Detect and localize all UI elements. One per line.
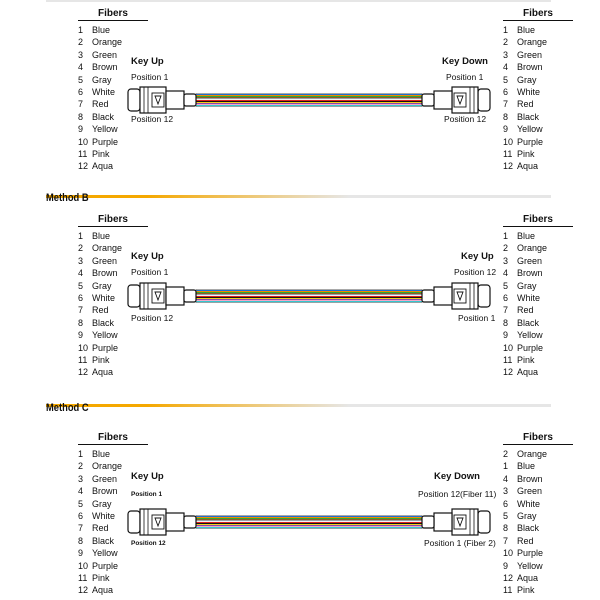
fiber-row (503, 74, 573, 86)
left-position-bottom: Position 12 (131, 114, 174, 124)
left-key-label: Key Up (131, 251, 164, 262)
fiber-number: 8 (78, 535, 84, 546)
fiber-color-name: Red (92, 305, 109, 316)
right-position-top: Position 12 (454, 267, 497, 277)
fiber-number: 6 (503, 293, 509, 304)
fiber-number: 5 (503, 280, 509, 291)
fiber-color-name: White (517, 293, 541, 304)
fiber-color-name: Brown (517, 268, 543, 279)
fiber-color-name: Blue (517, 231, 536, 241)
fiber-row (503, 498, 573, 510)
fiber-color-name: Green (517, 255, 543, 266)
right-position-bottom: Position 12 (444, 114, 487, 124)
fiber-color-name: Green (517, 49, 543, 60)
fiber-number: 7 (503, 535, 509, 546)
fiber-number: 4 (503, 62, 509, 73)
fiber-color-name: Orange (517, 449, 548, 459)
fiber-row (78, 584, 148, 596)
fiber-number: 4 (78, 486, 84, 497)
fiber-number: 7 (78, 523, 84, 534)
fibers-title: Fibers (503, 214, 573, 227)
fiber-row (78, 36, 148, 48)
fiber-number: 9 (78, 330, 84, 341)
fiber-row (503, 136, 573, 148)
fiber-color-name: Green (92, 473, 118, 484)
fiber-number: 8 (78, 111, 84, 122)
fiber-strand (196, 527, 422, 528)
fiber-number: 10 (78, 560, 89, 571)
fiber-color-name: Yellow (92, 330, 118, 341)
section-b (0, 214, 600, 384)
right-key-label: Key Down (442, 56, 488, 67)
fiber-number: 11 (503, 585, 513, 596)
fiber-row (503, 230, 573, 242)
fiber-color-name: Aqua (92, 367, 114, 378)
fiber-color-name: Blue (92, 449, 111, 459)
fiber-number: 12 (503, 161, 514, 172)
fiber-number: 10 (503, 342, 514, 353)
fiber-row (503, 148, 573, 160)
right-fiber-list (503, 8, 573, 173)
right-position-bottom: Position 1 (458, 313, 496, 323)
fiber-number: 1 (78, 449, 84, 459)
fiber-color-name: Blue (92, 231, 111, 241)
section-a (0, 8, 600, 183)
fiber-row (503, 547, 573, 559)
fiber-color-name: Black (517, 317, 540, 328)
fiber-color-name: Blue (92, 25, 111, 35)
fiber-color-name: Orange (517, 37, 548, 48)
fiber-color-name: Gray (92, 74, 112, 85)
right-key-label: Key Up (461, 251, 494, 262)
fiber-row (503, 510, 573, 522)
fiber-row (503, 522, 573, 534)
fiber-color-name: Brown (517, 62, 543, 73)
fiber-number: 3 (503, 255, 509, 266)
fiber-row (78, 123, 148, 135)
fiber-number: 11 (78, 355, 88, 366)
fiber-color-name: Aqua (92, 585, 114, 596)
fiber-number: 5 (78, 498, 84, 509)
fiber-color-name: Pink (517, 585, 535, 596)
left-position-top: Position 1 (131, 267, 169, 277)
fiber-color-name: Purple (92, 342, 119, 353)
fiber-number: 3 (78, 49, 84, 60)
right-fiber-list (503, 432, 573, 597)
fiber-row (78, 136, 148, 148)
fiber-number: 11 (503, 149, 513, 160)
fiber-row (78, 148, 148, 160)
fiber-strand (196, 301, 422, 302)
fiber-row (78, 366, 148, 378)
fiber-row (503, 560, 573, 572)
fiber-number: 9 (503, 560, 509, 571)
fiber-number: 3 (78, 255, 84, 266)
fiber-color-name: Purple (517, 136, 544, 147)
mpo-connector (128, 87, 196, 113)
fiber-row (503, 292, 573, 304)
left-position-bottom: Position 12 (131, 313, 174, 323)
right-position-top: Position 1 (446, 72, 484, 82)
fibers-title: Fibers (78, 432, 148, 445)
fiber-number: 5 (78, 280, 84, 291)
fiber-row (503, 280, 573, 292)
fiber-color-name: Yellow (92, 548, 118, 559)
fiber-number: 2 (503, 37, 509, 48)
fiber-number: 1 (78, 25, 84, 35)
fiber-number: 10 (78, 342, 89, 353)
fiber-color-name: Blue (517, 461, 536, 472)
fiber-color-name: Purple (92, 560, 119, 571)
top-rule (46, 0, 551, 2)
fiber-number: 6 (78, 511, 84, 522)
fiber-row (503, 304, 573, 316)
mpo-cable (126, 85, 492, 115)
left-key-label: Key Up (131, 56, 164, 67)
fiber-row (503, 366, 573, 378)
right-position-bottom: Position 1 (Fiber 2) (424, 538, 496, 548)
fiber-color-name: Pink (92, 573, 110, 584)
fiber-number: 3 (503, 49, 509, 60)
fiber-color-name: Brown (92, 62, 118, 73)
fiber-color-name: Brown (92, 486, 118, 497)
fiber-row (503, 584, 573, 596)
mpo-connector (128, 283, 196, 309)
fiber-color-name: Brown (517, 473, 543, 484)
fiber-number: 12 (503, 367, 514, 378)
fiber-number: 12 (78, 585, 89, 596)
fiber-number: 7 (78, 305, 84, 316)
fiber-color-name: Yellow (92, 124, 118, 135)
fiber-number: 1 (503, 461, 509, 472)
fiber-color-name: Orange (517, 243, 548, 254)
fiber-row (503, 160, 573, 172)
fiber-color-name: Aqua (92, 161, 114, 172)
fiber-color-name: Green (92, 255, 118, 266)
fiber-number: 7 (503, 99, 509, 110)
fiber-color-name: Green (92, 49, 118, 60)
fiber-color-name: Orange (92, 37, 123, 48)
fiber-row (503, 473, 573, 485)
fiber-row (78, 560, 148, 572)
fiber-number: 9 (503, 330, 509, 341)
fiber-number: 1 (503, 25, 509, 35)
fiber-number: 5 (503, 74, 509, 85)
fiber-number: 11 (503, 355, 513, 366)
mpo-cable (126, 281, 492, 311)
fiber-number: 6 (503, 87, 509, 98)
fiber-row (78, 572, 148, 584)
fiber-color-name: Gray (92, 280, 112, 291)
method-c-heading: Method C (46, 402, 89, 414)
fiber-number: 7 (78, 99, 84, 110)
fiber-number: 4 (503, 268, 509, 279)
fiber-row (503, 448, 573, 460)
fiber-color-name: White (92, 293, 116, 304)
fiber-color-name: Gray (517, 280, 537, 291)
fiber-color-name: Brown (92, 268, 118, 279)
fiber-number: 4 (503, 473, 509, 484)
fiber-color-name: Yellow (517, 330, 543, 341)
fiber-color-name: White (92, 511, 116, 522)
fiber-row (78, 24, 148, 36)
fiber-row (78, 342, 148, 354)
fiber-color-name: Orange (92, 243, 123, 254)
left-position-bottom: Position 12 (131, 540, 166, 547)
fiber-row (503, 36, 573, 48)
mpo-connector (422, 509, 490, 535)
fiber-number: 5 (78, 74, 84, 85)
fiber-row (503, 267, 573, 279)
fiber-number: 2 (78, 37, 84, 48)
left-key-label: Key Up (131, 471, 164, 482)
fiber-row (503, 98, 573, 110)
fiber-number: 1 (503, 231, 509, 241)
left-position-top: Position 1 (131, 491, 163, 498)
fiber-color-name: Gray (517, 74, 537, 85)
fiber-color-name: Gray (92, 498, 112, 509)
mpo-connector (422, 283, 490, 309)
fiber-number: 8 (503, 523, 509, 534)
fiber-row (503, 317, 573, 329)
fiber-row (503, 111, 573, 123)
fiber-number: 5 (503, 511, 509, 522)
fiber-color-name: Red (92, 523, 109, 534)
fiber-color-name: Black (92, 111, 115, 122)
right-key-label: Key Down (434, 471, 480, 482)
fiber-number: 2 (78, 243, 84, 254)
fiber-number: 8 (503, 317, 509, 328)
fiber-number: 1 (78, 231, 84, 241)
fiber-color-name: Pink (92, 355, 110, 366)
fiber-color-name: Green (517, 486, 543, 497)
fiber-number: 12 (78, 161, 89, 172)
left-position-top: Position 1 (131, 72, 169, 82)
fiber-color-name: Red (517, 99, 534, 110)
fiber-color-name: Black (517, 523, 540, 534)
fiber-number: 12 (503, 573, 514, 584)
fiber-color-name: Red (517, 305, 534, 316)
mpo-cable (126, 507, 492, 537)
fiber-number: 2 (503, 243, 509, 254)
fiber-color-name: White (517, 87, 541, 98)
fiber-color-name: Red (517, 535, 534, 546)
fiber-row (503, 485, 573, 497)
fiber-row (503, 24, 573, 36)
fiber-color-name: Aqua (517, 367, 539, 378)
section-divider (46, 185, 551, 187)
fiber-number: 9 (78, 124, 84, 135)
fiber-color-name: Gray (517, 511, 537, 522)
fiber-color-name: Yellow (517, 124, 543, 135)
fiber-number: 2 (503, 449, 509, 459)
fiber-number: 7 (503, 305, 509, 316)
mpo-connector (422, 87, 490, 113)
fiber-row (503, 535, 573, 547)
fiber-row (503, 329, 573, 341)
right-fiber-list (503, 214, 573, 379)
fiber-color-name: Purple (92, 136, 119, 147)
fiber-row (503, 460, 573, 472)
mpo-connector (128, 509, 196, 535)
fiber-number: 6 (78, 293, 84, 304)
fiber-number: 4 (78, 62, 84, 73)
fiber-color-name: Black (92, 535, 115, 546)
fiber-number: 11 (78, 149, 88, 160)
fiber-number: 3 (503, 486, 509, 497)
fiber-number: 8 (78, 317, 84, 328)
fiber-row (78, 547, 148, 559)
fiber-number: 10 (503, 548, 514, 559)
fiber-row (503, 49, 573, 61)
right-position-top: Position 12(Fiber 11) (418, 489, 497, 499)
fiber-row (78, 329, 148, 341)
fiber-color-name: Black (92, 317, 115, 328)
fiber-row (503, 354, 573, 366)
fiber-number: 6 (503, 498, 509, 509)
fiber-strand (196, 105, 422, 106)
fiber-number: 8 (503, 111, 509, 122)
fiber-color-name: Purple (517, 548, 544, 559)
fiber-row (78, 354, 148, 366)
fiber-number: 6 (78, 87, 84, 98)
fiber-number: 4 (78, 268, 84, 279)
fiber-color-name: Blue (517, 25, 536, 35)
fiber-row (503, 342, 573, 354)
fibers-title: Fibers (503, 432, 573, 445)
fiber-color-name: Purple (517, 342, 544, 353)
fibers-title: Fibers (78, 8, 148, 21)
fiber-number: 10 (78, 136, 89, 147)
fiber-number: 12 (78, 367, 89, 378)
fiber-row (78, 448, 148, 460)
fiber-color-name: Black (517, 111, 540, 122)
fiber-number: 9 (503, 124, 509, 135)
fiber-color-name: Red (92, 99, 109, 110)
fiber-number: 11 (78, 573, 88, 584)
fiber-color-name: White (517, 498, 541, 509)
fiber-row (503, 86, 573, 98)
section-divider (46, 394, 551, 396)
fiber-color-name: Aqua (517, 573, 539, 584)
fiber-number: 2 (78, 461, 84, 472)
fiber-color-name: Pink (517, 355, 535, 366)
fiber-color-name: Aqua (517, 161, 539, 172)
fiber-row (503, 242, 573, 254)
section-c (0, 432, 600, 600)
fibers-title: Fibers (503, 8, 573, 21)
fiber-color-name: White (92, 87, 116, 98)
fiber-number: 9 (78, 548, 84, 559)
fiber-row (503, 123, 573, 135)
method-b-heading: Method B (46, 192, 89, 204)
fiber-color-name: Pink (92, 149, 110, 160)
fiber-color-name: Pink (517, 149, 535, 160)
fiber-row (503, 572, 573, 584)
fiber-number: 10 (503, 136, 514, 147)
fiber-color-name: Yellow (517, 560, 543, 571)
fibers-title: Fibers (78, 214, 148, 227)
fiber-row (503, 61, 573, 73)
fiber-row (78, 160, 148, 172)
fiber-row (503, 255, 573, 267)
fiber-row (78, 230, 148, 242)
fiber-number: 3 (78, 473, 84, 484)
fiber-color-name: Orange (92, 461, 123, 472)
